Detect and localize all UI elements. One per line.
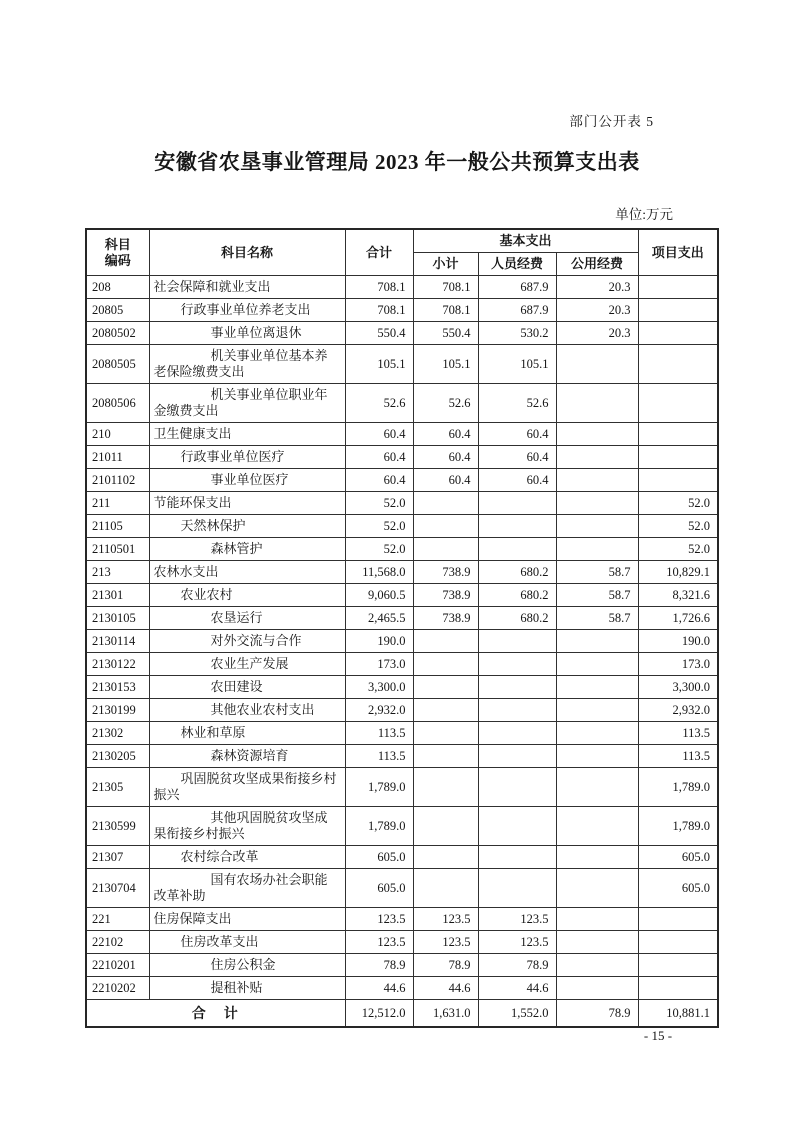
cell-public-funds [556,846,638,869]
cell-personnel: 105.1 [478,345,556,384]
cell-total: 550.4 [345,322,413,345]
table-row [86,653,718,676]
cell-personnel [478,699,556,722]
cell-name: 农垦运行 [149,607,345,630]
cell-public-funds: 58.7 [556,561,638,584]
cell-total: 9,060.5 [345,584,413,607]
cell-subtotal [413,722,478,745]
cell-subtotal: 550.4 [413,322,478,345]
cell-total: 190.0 [345,630,413,653]
header-row-1 [86,229,718,253]
cell-name: 住房公积金 [149,954,345,977]
table-row [86,722,718,745]
cell-name: 天然林保护 [149,515,345,538]
cell-project: 1,789.0 [638,807,718,846]
cell-total: 2,932.0 [345,699,413,722]
cell-project [638,322,718,345]
cell-subtotal [413,538,478,561]
col-header-code [86,229,149,276]
cell-code: 2080502 [86,322,149,345]
cell-total: 605.0 [345,869,413,908]
cell-public-funds: 20.3 [556,276,638,299]
total-cell-total: 12,512.0 [345,1000,413,1028]
cell-total: 123.5 [345,931,413,954]
cell-personnel [478,846,556,869]
cell-total: 44.6 [345,977,413,1000]
cell-total: 11,568.0 [345,561,413,584]
cell-project [638,977,718,1000]
cell-code: 2080505 [86,345,149,384]
cell-code: 221 [86,908,149,931]
cell-code: 2130114 [86,630,149,653]
cell-public-funds [556,469,638,492]
cell-project: 52.0 [638,492,718,515]
col-header-total: 合计 [345,229,413,276]
cell-public-funds [556,908,638,931]
cell-public-funds [556,345,638,384]
cell-project [638,299,718,322]
cell-name: 农田建设 [149,676,345,699]
cell-code: 210 [86,423,149,446]
table-row [86,908,718,931]
total-cell-personnel: 1,552.0 [478,1000,556,1028]
cell-name: 对外交流与合作 [149,630,345,653]
cell-personnel [478,653,556,676]
cell-subtotal: 738.9 [413,561,478,584]
cell-subtotal [413,515,478,538]
cell-subtotal [413,699,478,722]
col-header-basic-group: 基本支出 [413,229,638,253]
cell-public-funds: 58.7 [556,607,638,630]
table-row [86,538,718,561]
cell-name: 提租补贴 [149,977,345,1000]
cell-name: 森林管护 [149,538,345,561]
cell-project: 605.0 [638,846,718,869]
cell-name: 社会保障和就业支出 [149,276,345,299]
cell-total: 105.1 [345,345,413,384]
cell-name: 事业单位医疗 [149,469,345,492]
cell-public-funds [556,538,638,561]
table-row [86,807,718,846]
cell-subtotal [413,745,478,768]
table-row [86,423,718,446]
cell-public-funds [556,492,638,515]
table-row [86,931,718,954]
cell-personnel [478,538,556,561]
cell-public-funds [556,630,638,653]
cell-total: 52.6 [345,384,413,423]
cell-code: 208 [86,276,149,299]
table-row [86,299,718,322]
cell-code: 21305 [86,768,149,807]
cell-subtotal: 708.1 [413,276,478,299]
cell-subtotal: 738.9 [413,584,478,607]
cell-code: 2210201 [86,954,149,977]
cell-personnel [478,492,556,515]
cell-public-funds [556,699,638,722]
cell-subtotal: 123.5 [413,931,478,954]
cell-public-funds [556,869,638,908]
cell-subtotal: 60.4 [413,469,478,492]
cell-name: 机关事业单位基本养老保险缴费支出 [149,345,345,384]
cell-total: 1,789.0 [345,807,413,846]
cell-project: 1,789.0 [638,768,718,807]
cell-project [638,345,718,384]
cell-personnel: 680.2 [478,561,556,584]
budget-table [85,228,719,1028]
cell-public-funds: 20.3 [556,299,638,322]
table-row [86,846,718,869]
cell-personnel [478,768,556,807]
cell-public-funds [556,384,638,423]
cell-total: 52.0 [345,515,413,538]
table-row [86,384,718,423]
cell-public-funds: 58.7 [556,584,638,607]
cell-total: 708.1 [345,276,413,299]
table-row [86,607,718,630]
cell-project: 113.5 [638,745,718,768]
cell-name: 机关事业单位职业年金缴费支出 [149,384,345,423]
cell-code: 21011 [86,446,149,469]
table-row [86,699,718,722]
cell-code: 22102 [86,931,149,954]
cell-total: 173.0 [345,653,413,676]
col-header-code-line2: 编码 [104,252,131,268]
cell-public-funds [556,515,638,538]
cell-code: 2210202 [86,977,149,1000]
cell-project [638,954,718,977]
cell-total: 113.5 [345,722,413,745]
table-row [86,584,718,607]
cell-name: 行政事业单位养老支出 [149,299,345,322]
cell-total: 60.4 [345,469,413,492]
col-header-personnel: 人员经费 [478,253,556,276]
cell-project: 52.0 [638,538,718,561]
cell-personnel: 44.6 [478,977,556,1000]
cell-public-funds [556,676,638,699]
cell-personnel: 680.2 [478,607,556,630]
cell-public-funds [556,768,638,807]
table-row [86,276,718,299]
cell-name: 住房保障支出 [149,908,345,931]
col-header-code-line1: 科目 [104,236,131,252]
table-row [86,869,718,908]
cell-personnel [478,745,556,768]
cell-total: 52.0 [345,538,413,561]
cell-name: 林业和草原 [149,722,345,745]
cell-personnel: 78.9 [478,954,556,977]
table-row [86,345,718,384]
cell-name: 国有农场办社会职能改革补助 [149,869,345,908]
table-row [86,322,718,345]
page-number: - 15 - [643,1028,673,1043]
cell-code: 2130704 [86,869,149,908]
cell-personnel [478,515,556,538]
cell-personnel: 60.4 [478,446,556,469]
table-total-row [86,1000,718,1028]
cell-project: 52.0 [638,515,718,538]
cell-personnel: 52.6 [478,384,556,423]
cell-code: 2101102 [86,469,149,492]
total-cell-public-funds: 78.9 [556,1000,638,1028]
corner-label: 部门公开表 5 [569,114,654,129]
cell-total: 605.0 [345,846,413,869]
cell-name: 事业单位离退休 [149,322,345,345]
cell-public-funds [556,722,638,745]
cell-project [638,446,718,469]
cell-subtotal [413,653,478,676]
cell-total: 52.0 [345,492,413,515]
cell-total: 708.1 [345,299,413,322]
cell-project: 2,932.0 [638,699,718,722]
cell-name: 农业农村 [149,584,345,607]
cell-code: 20805 [86,299,149,322]
col-header-public-funds: 公用经费 [556,253,638,276]
cell-project: 3,300.0 [638,676,718,699]
cell-subtotal: 52.6 [413,384,478,423]
table-row [86,630,718,653]
cell-subtotal: 738.9 [413,607,478,630]
cell-code: 2110501 [86,538,149,561]
cell-project [638,908,718,931]
cell-name: 行政事业单位医疗 [149,446,345,469]
cell-subtotal [413,768,478,807]
cell-subtotal [413,869,478,908]
cell-subtotal: 60.4 [413,423,478,446]
budget-table-header [86,229,718,276]
cell-subtotal [413,846,478,869]
cell-total: 123.5 [345,908,413,931]
cell-project [638,276,718,299]
cell-total: 60.4 [345,446,413,469]
cell-subtotal: 44.6 [413,977,478,1000]
cell-personnel: 60.4 [478,469,556,492]
cell-public-funds [556,423,638,446]
cell-code: 21301 [86,584,149,607]
cell-total: 2,465.5 [345,607,413,630]
col-header-project: 项目支出 [638,229,718,276]
cell-subtotal [413,492,478,515]
cell-subtotal: 708.1 [413,299,478,322]
cell-subtotal [413,630,478,653]
table-row [86,954,718,977]
cell-name: 卫生健康支出 [149,423,345,446]
table-row [86,492,718,515]
unit-label: 单位:万元 [615,207,673,222]
cell-personnel: 687.9 [478,299,556,322]
cell-name: 住房改革支出 [149,931,345,954]
cell-personnel: 530.2 [478,322,556,345]
table-row [86,469,718,492]
cell-project: 173.0 [638,653,718,676]
cell-project [638,469,718,492]
cell-subtotal [413,807,478,846]
cell-total: 3,300.0 [345,676,413,699]
cell-code: 2130122 [86,653,149,676]
cell-public-funds [556,977,638,1000]
cell-personnel [478,869,556,908]
cell-project: 190.0 [638,630,718,653]
cell-public-funds [556,653,638,676]
cell-subtotal: 105.1 [413,345,478,384]
cell-code: 21105 [86,515,149,538]
budget-table-body [86,276,718,1028]
cell-project: 605.0 [638,869,718,908]
cell-subtotal: 123.5 [413,908,478,931]
cell-name: 农林水支出 [149,561,345,584]
cell-project: 1,726.6 [638,607,718,630]
total-row-label: 合 计 [86,1000,345,1028]
cell-project [638,384,718,423]
cell-code: 21302 [86,722,149,745]
cell-name: 巩固脱贫攻坚成果衔接乡村振兴 [149,768,345,807]
table-row [86,676,718,699]
total-cell-subtotal: 1,631.0 [413,1000,478,1028]
cell-project [638,931,718,954]
cell-code: 211 [86,492,149,515]
cell-code: 2130105 [86,607,149,630]
cell-total: 113.5 [345,745,413,768]
col-header-name: 科目名称 [149,229,345,276]
cell-name: 节能环保支出 [149,492,345,515]
cell-public-funds [556,931,638,954]
cell-public-funds [556,745,638,768]
table-row [86,977,718,1000]
cell-personnel: 123.5 [478,908,556,931]
cell-total: 60.4 [345,423,413,446]
cell-code: 2130199 [86,699,149,722]
cell-subtotal: 78.9 [413,954,478,977]
cell-personnel: 123.5 [478,931,556,954]
cell-public-funds [556,954,638,977]
cell-personnel [478,722,556,745]
cell-project: 10,829.1 [638,561,718,584]
cell-project [638,423,718,446]
cell-personnel: 687.9 [478,276,556,299]
cell-name: 农业生产发展 [149,653,345,676]
cell-code: 21307 [86,846,149,869]
cell-personnel [478,630,556,653]
table-row [86,561,718,584]
cell-project: 113.5 [638,722,718,745]
cell-name: 森林资源培育 [149,745,345,768]
table-row [86,768,718,807]
cell-personnel [478,807,556,846]
cell-subtotal: 60.4 [413,446,478,469]
cell-code: 2130153 [86,676,149,699]
cell-personnel [478,676,556,699]
cell-personnel: 680.2 [478,584,556,607]
cell-public-funds [556,807,638,846]
cell-name: 其他巩固脱贫攻坚成果衔接乡村振兴 [149,807,345,846]
cell-total: 78.9 [345,954,413,977]
cell-public-funds: 20.3 [556,322,638,345]
cell-total: 1,789.0 [345,768,413,807]
cell-name: 农村综合改革 [149,846,345,869]
cell-name: 其他农业农村支出 [149,699,345,722]
cell-code: 2130205 [86,745,149,768]
table-row [86,745,718,768]
total-cell-project: 10,881.1 [638,1000,718,1028]
cell-public-funds [556,446,638,469]
cell-code: 213 [86,561,149,584]
cell-subtotal [413,676,478,699]
page-title: 安徽省农垦事业管理局 2023 年一般公共预算支出表 [154,150,640,174]
cell-personnel: 60.4 [478,423,556,446]
col-header-subtotal: 小计 [413,253,478,276]
cell-code: 2130599 [86,807,149,846]
cell-code: 2080506 [86,384,149,423]
table-row [86,446,718,469]
table-row [86,515,718,538]
cell-project: 8,321.6 [638,584,718,607]
